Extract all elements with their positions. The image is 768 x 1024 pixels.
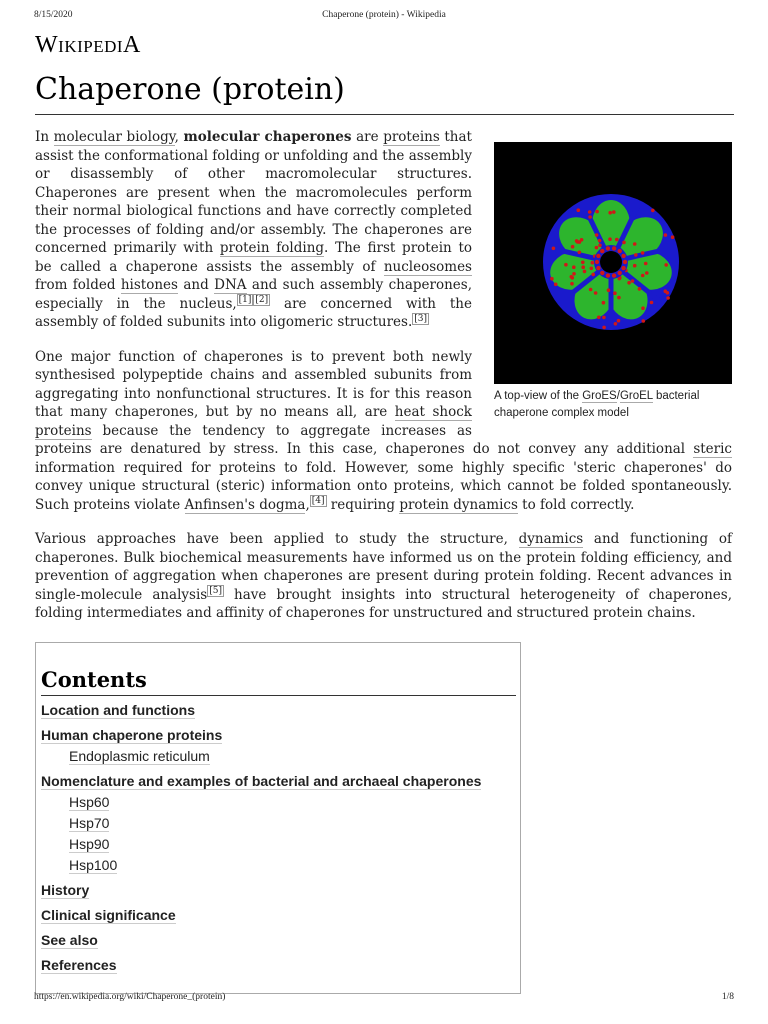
contents-heading: Contents (41, 667, 516, 696)
paragraph-function: One major function of chaperones is to prevent both newly synthesised polypeptide chains and assembled subunits from aggregating into nonfunctional structures. It is for this reason that many chaperones, but by no means all, are heat shock proteins because the tendency to aggregate increases as proteins are denatured by stress. In this case, chaperones do not convey any additional steric information required for proteins to fold. However, some highly specific 'steric chaperones' do convey unique structural (steric) information onto proteins, which cannot be folded spontaneously. Such proteins violate Anfinsen's dogma, [4] requiring protein dynamics to fold correctly. (35, 348, 732, 513)
bold-term: molecular chaperones (183, 129, 352, 145)
groel-link[interactable]: GroEL (619, 390, 653, 402)
link-nucleosomes[interactable]: nucleosomes (383, 258, 472, 275)
groes-groel-complex-image[interactable] (494, 142, 732, 384)
link-protein-dynamics[interactable]: protein dynamics (399, 496, 518, 513)
toc-item-human-chaperone-proteins[interactable]: Human chaperone proteins (41, 727, 223, 743)
link-histones[interactable]: histones (120, 277, 178, 293)
print-date: 8/15/2020 (34, 10, 73, 20)
link-proteins[interactable]: proteins (383, 129, 440, 145)
article-body (35, 128, 732, 639)
toc-item-location-and-functions[interactable]: Location and functions (41, 702, 195, 718)
toc-item-hsp70[interactable]: Hsp70 (69, 815, 110, 831)
paragraph-intro: In molecular biology, molecular chaperones are proteins that assist the conformational folding or unfolding and the assembly or disassembly of other macromolecular structures. Chaperones are present when the macromolecules perform their normal biological functions and have correctly completed the processes of folding and/or assembly. The chaperones are concerned primarily with protein folding. The first protein to be called a chaperone assists the assembly of nucleosomes from folded histones and DNA and such assembly chaperones, especially in the nucleus, [1] [2] are concerned with the assembly of folded subunits into oligomeric structures. [3] (35, 129, 472, 330)
citation[interactable]: [2] (255, 295, 269, 305)
citation[interactable]: [4] (311, 496, 325, 506)
link-dynamics[interactable]: dynamics (518, 531, 584, 547)
table-of-contents (35, 642, 521, 994)
toc-item-endoplasmic-reticulum[interactable]: Endoplasmic reticulum (69, 748, 210, 764)
title-divider (35, 114, 734, 115)
print-url: https://en.wikipedia.org/wiki/Chaperone_(protein) (34, 992, 226, 1002)
link-heat-shock-proteins[interactable]: heat shock proteins (35, 404, 472, 439)
link-protein-folding[interactable]: protein folding (219, 240, 325, 256)
print-footer (0, 992, 768, 1006)
page-number: 1/8 (721, 992, 734, 1002)
citation[interactable]: [1] (238, 295, 252, 305)
citation[interactable]: [3] (414, 313, 428, 324)
toc-item-hsp60[interactable]: Hsp60 (69, 794, 110, 810)
toc-item-hsp90[interactable]: Hsp90 (69, 836, 110, 852)
citation[interactable]: [5] (209, 586, 222, 596)
toc-item-hsp100[interactable]: Hsp100 (69, 857, 118, 873)
toc-item-history[interactable]: History (41, 882, 90, 898)
figure (494, 142, 732, 422)
toc-item-nomenclature[interactable]: Nomenclature and examples of bacterial and archaeal chaperones (41, 773, 482, 789)
link-anfinsens-dogma[interactable]: Anfinsen's dogma (184, 496, 306, 513)
link-molecular-biology[interactable]: molecular biology (53, 129, 175, 145)
figure-caption: A top-view of the GroES/GroEL bacterial chaperone complex model (494, 390, 700, 419)
print-title: Chaperone (protein) - Wikipedia (322, 10, 446, 20)
link-steric[interactable]: steric (693, 441, 732, 457)
page-title: Chaperone (protein) (35, 72, 345, 107)
link-dna[interactable]: DNA (214, 277, 247, 293)
toc-item-see-also[interactable]: See also (41, 932, 98, 948)
toc-item-clinical-significance[interactable]: Clinical significance (41, 907, 176, 923)
print-header (0, 10, 768, 24)
paragraph-approaches: Various approaches have been applied to study the structure, dynamics and functioning of chaperones. Bulk biochemical measurements have informed us on the protein folding efficiency, and prevention of aggregation when chaperones are present during protein folding. Recent advances in single-molecule analysis [5] have brought insights into structural heterogeneity of chaperones, folding intermediates and affinity of chaperones for unstructured and structured protein chains. (35, 531, 732, 621)
toc-item-references[interactable]: References (41, 957, 117, 973)
groes-link[interactable]: GroES (582, 390, 617, 402)
wikipedia-wordmark[interactable]: WIKIPEDIA (35, 32, 141, 58)
